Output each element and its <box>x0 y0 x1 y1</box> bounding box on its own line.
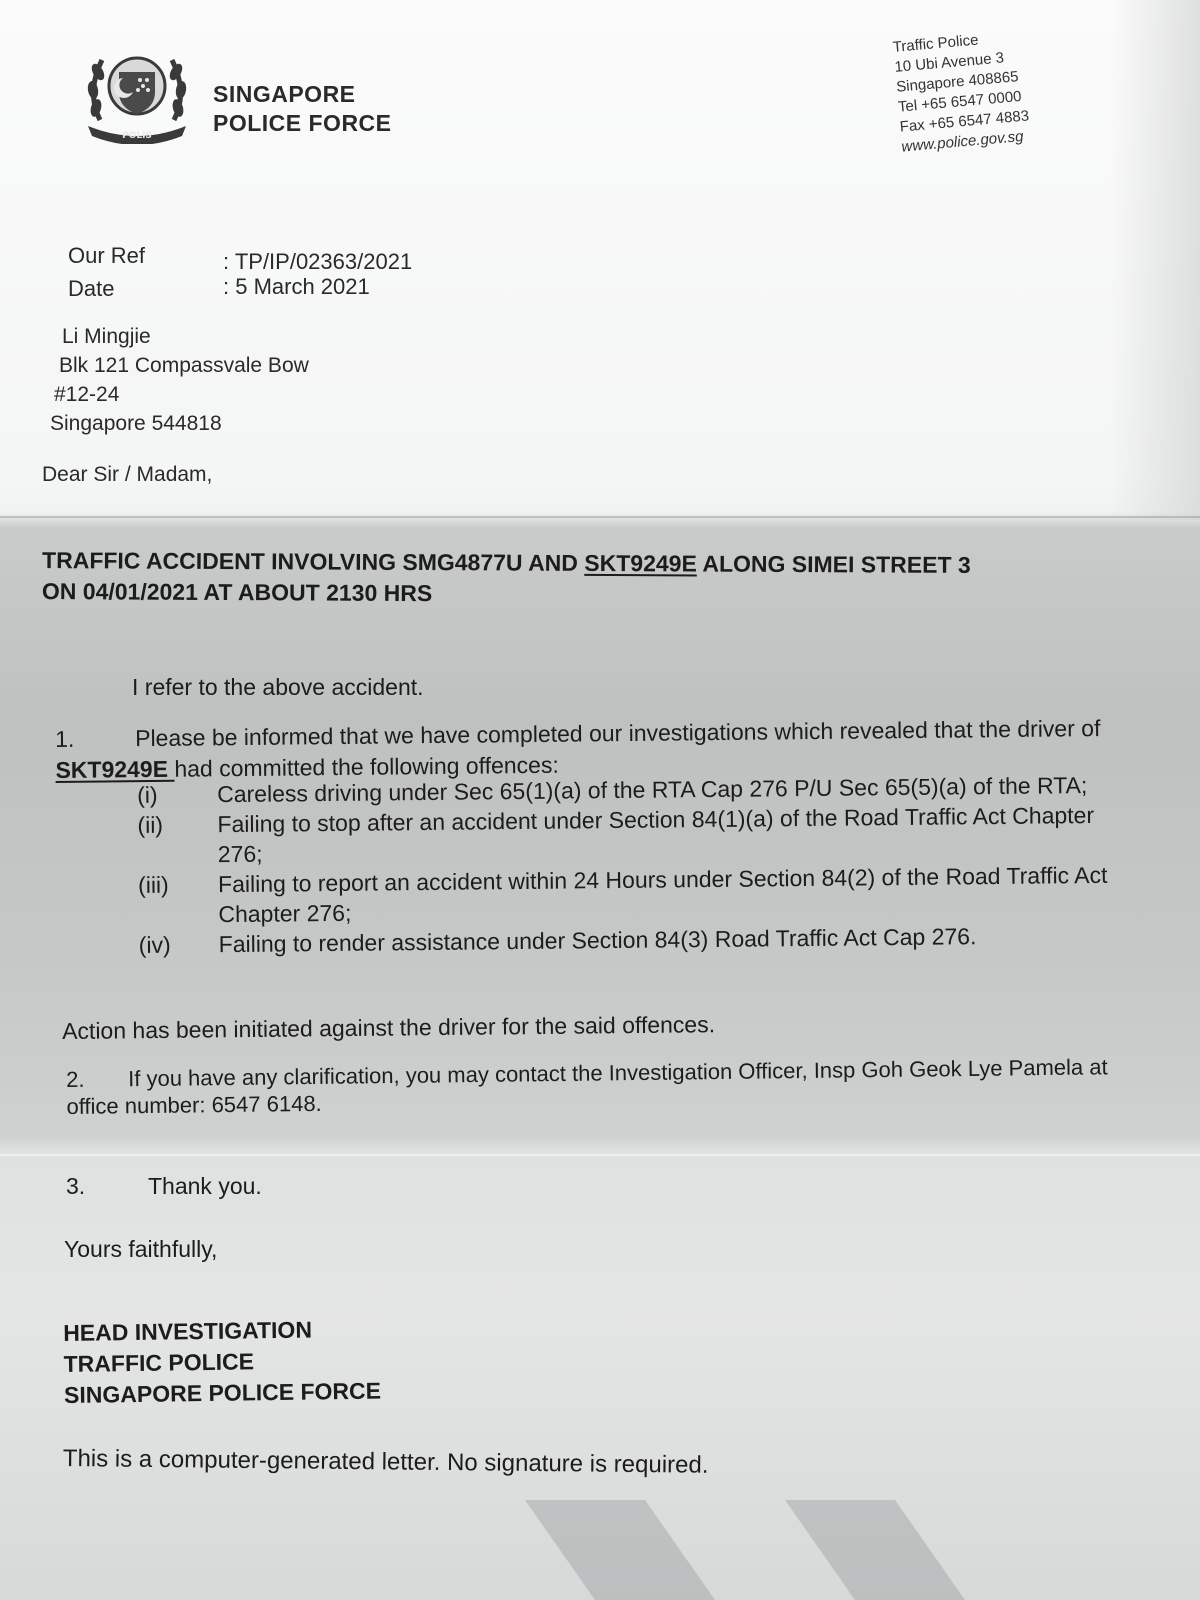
recipient-line: Blk 121 Compassvale Bow <box>59 354 309 377</box>
sender-address <box>892 27 1032 158</box>
offence-item <box>137 800 1128 870</box>
offence-number: (ii) <box>137 811 164 838</box>
address-website: www.police.gov.sg <box>900 127 1025 156</box>
ref-value: : TP/IP/02363/2021 <box>223 249 413 274</box>
offence-item <box>138 860 1129 930</box>
logo-line: SINGAPORE <box>213 81 356 107</box>
address-line: Tel +65 6547 0000 <box>897 87 1023 116</box>
signature-line: TRAFFIC POLICE <box>63 1348 255 1377</box>
address-line: Fax +65 6547 4883 <box>899 107 1030 136</box>
offence-number: (iv) <box>138 931 171 958</box>
offence-number: (iii) <box>137 871 169 898</box>
paper-shadow <box>1110 0 1200 520</box>
logo-line: POLICE FORCE <box>213 110 392 136</box>
salutation: Dear Sir / Madam, <box>42 463 213 486</box>
paragraph-number: 2. <box>66 1066 85 1092</box>
paragraph-text: If you have any clarification, you may contact the Investigation Officer, Insp Goh Geok Lye Pamela at office number: 6547 6148. <box>66 1054 1108 1119</box>
offence-text: Failing to report an accident within 24 Hours under Section 84(2) of the Road Traffic Act Chapter 276; <box>217 861 1108 928</box>
intro-text: I refer to the above accident. <box>132 674 424 700</box>
paragraph-text: Thank you. <box>148 1173 262 1199</box>
closing: Yours faithfully, <box>64 1236 218 1262</box>
subject-text: ALONG SIMEI STREET 3 <box>696 550 971 578</box>
driver-vehicle: SKT9249E <box>55 755 175 783</box>
paragraph-number: 1. <box>55 725 75 752</box>
fold-line <box>0 1154 1200 1156</box>
recipient-line: Singapore 544818 <box>50 412 222 435</box>
date-value: : 5 March 2021 <box>223 274 370 299</box>
offence-text: Failing to stop after an accident under Section 84(1)(a) of the Road Traffic Act Chapter 276; <box>217 801 1095 868</box>
paragraph-3 <box>66 1173 262 1200</box>
police-crest-icon <box>78 42 196 144</box>
address-line: 10 Ubi Avenue 3 <box>893 49 1005 76</box>
date-label: Date <box>68 276 115 301</box>
action-text: Action has been initiated against the driver for the said offences. <box>62 1011 716 1044</box>
offence-list <box>137 770 1129 960</box>
address-line: Singapore 408865 <box>895 68 1020 96</box>
signature-block <box>63 1314 381 1411</box>
paragraph-text: had committed the following offences: <box>174 751 559 782</box>
paragraph-number: 3. <box>66 1173 86 1199</box>
reference-block <box>68 242 412 302</box>
signature-line: SINGAPORE POLICE FORCE <box>63 1377 382 1408</box>
offence-number: (i) <box>137 781 158 808</box>
subject-text: ON 04/01/2021 AT ABOUT 2130 HRS <box>41 578 433 607</box>
subject-vehicle: SKT9249E <box>584 549 697 577</box>
crest-label: POLIS <box>122 131 152 141</box>
paragraph-text: Please be informed that we have completed our investigations which revealed that the driver of <box>135 715 1101 752</box>
offence-text: Failing to render assistance under Section 84(3) Road Traffic Act Cap 276. <box>218 923 977 958</box>
subject-heading <box>42 545 1162 613</box>
recipient-line: Li Mingjie <box>62 325 151 348</box>
footer-note: This is a computer-generated letter. No signature is required. <box>62 1445 709 1479</box>
subject-text: TRAFFIC ACCIDENT INVOLVING SMG4877U AND <box>42 547 585 576</box>
recipient-address <box>50 322 309 438</box>
signature-line: HEAD INVESTIGATION <box>63 1316 313 1346</box>
offence-text: Careless driving under Sec 65(1)(a) of the RTA Cap 276 P/U Sec 65(5)(a) of the RTA; <box>217 772 1088 808</box>
ref-label: Our Ref <box>68 243 146 268</box>
fold-line <box>0 516 1200 518</box>
recipient-line: #12-24 <box>54 383 120 406</box>
logo-wordmark <box>213 80 392 138</box>
address-line: Traffic Police <box>892 31 980 56</box>
